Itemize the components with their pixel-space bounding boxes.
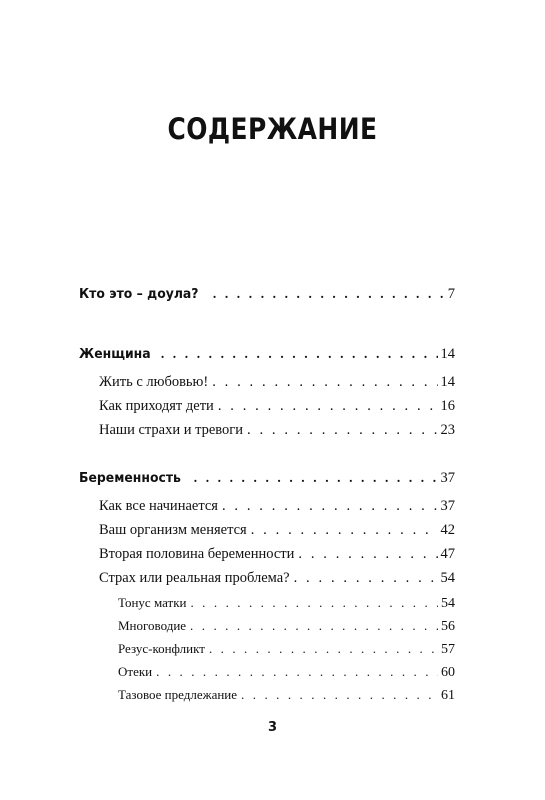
toc-entry-page: 57 (441, 642, 455, 657)
toc-entry-edema[interactable] (118, 664, 455, 681)
toc-leader-dots (190, 618, 438, 634)
toc-entry-page: 42 (440, 522, 455, 538)
toc-entry-how-it-begins[interactable] (99, 498, 455, 515)
toc-entry-label: Тонус матки (118, 595, 187, 610)
toc-leader-dots (241, 687, 438, 703)
toc-entry-live-with-love[interactable] (99, 374, 455, 391)
toc-entry-page: 54 (440, 570, 455, 586)
page-title: СОДЕРЖАНИЕ (167, 112, 378, 146)
toc-entry-label: Ваш организм меняется (99, 522, 247, 538)
toc-entry-label: Женщина (79, 346, 151, 362)
toc-entry-label: Отеки (118, 664, 153, 679)
toc-entry-label: Многоводие (118, 618, 187, 633)
toc-entry-label: Жить с любовью! (99, 374, 209, 390)
toc-leader-dots (212, 374, 437, 391)
toc-entry-woman[interactable] (79, 346, 455, 363)
toc-entry-label: Наши страхи и тревоги (99, 422, 244, 438)
toc-entry-label: Вторая половина беременности (99, 546, 295, 562)
toc-entry-label: Тазовое предлежание (118, 687, 238, 702)
toc-entry-page: 54 (441, 596, 455, 611)
toc-entry-page: 14 (440, 346, 455, 362)
toc-entry-page: 56 (441, 619, 455, 634)
toc-entry-fear-or-problem[interactable] (99, 570, 455, 587)
toc-entry-how-children-come[interactable] (99, 398, 455, 415)
toc-entry-fears-and-worries[interactable] (99, 422, 455, 439)
toc-entry-page: 16 (440, 398, 455, 414)
toc-entry-polyhydramnios[interactable] (118, 618, 455, 635)
page-number: 3 (267, 720, 278, 735)
toc-entry-body-changes[interactable] (99, 522, 455, 539)
toc-entry-rhesus-conflict[interactable] (118, 641, 455, 658)
toc-leader-dots (251, 522, 438, 539)
toc-entry-breech-presentation[interactable] (118, 687, 455, 704)
toc-entry-page: 60 (441, 665, 455, 680)
toc-leader-dots (161, 346, 438, 362)
toc-leader-dots (156, 664, 438, 680)
toc-entry-page: 37 (440, 470, 455, 486)
toc-entry-label: Как приходят дети (99, 398, 214, 414)
toc-leader-dots (298, 546, 437, 563)
toc-leader-dots (213, 286, 445, 302)
toc-leader-dots (247, 422, 437, 439)
toc-entry-page: 61 (441, 688, 455, 703)
toc-entry-label: Как все начинается (99, 498, 218, 514)
toc-entry-page: 14 (440, 374, 455, 390)
toc-entry-page: 7 (447, 286, 455, 302)
toc-entry-second-half[interactable] (99, 546, 455, 563)
toc-entry-who-is-doula[interactable] (79, 286, 455, 303)
toc-leader-dots (190, 595, 438, 611)
toc-entry-pregnancy[interactable] (79, 470, 455, 487)
toc-leader-dots (209, 641, 438, 657)
toc-entry-label: Кто это – доула? (79, 286, 199, 302)
toc-entry-label: Беременность (79, 470, 181, 486)
toc-entry-page: 47 (440, 546, 455, 562)
toc-leader-dots (294, 570, 438, 587)
toc-leader-dots (218, 398, 438, 415)
toc-entry-page: 23 (440, 422, 455, 438)
toc-entry-label: Резус-конфликт (118, 641, 205, 656)
toc-leader-dots (222, 498, 438, 515)
toc-entry-label: Страх или реальная проблема? (99, 570, 290, 586)
toc-leader-dots (194, 470, 438, 486)
toc-entry-uterine-tone[interactable] (118, 595, 455, 612)
toc-entry-page: 37 (440, 498, 455, 514)
